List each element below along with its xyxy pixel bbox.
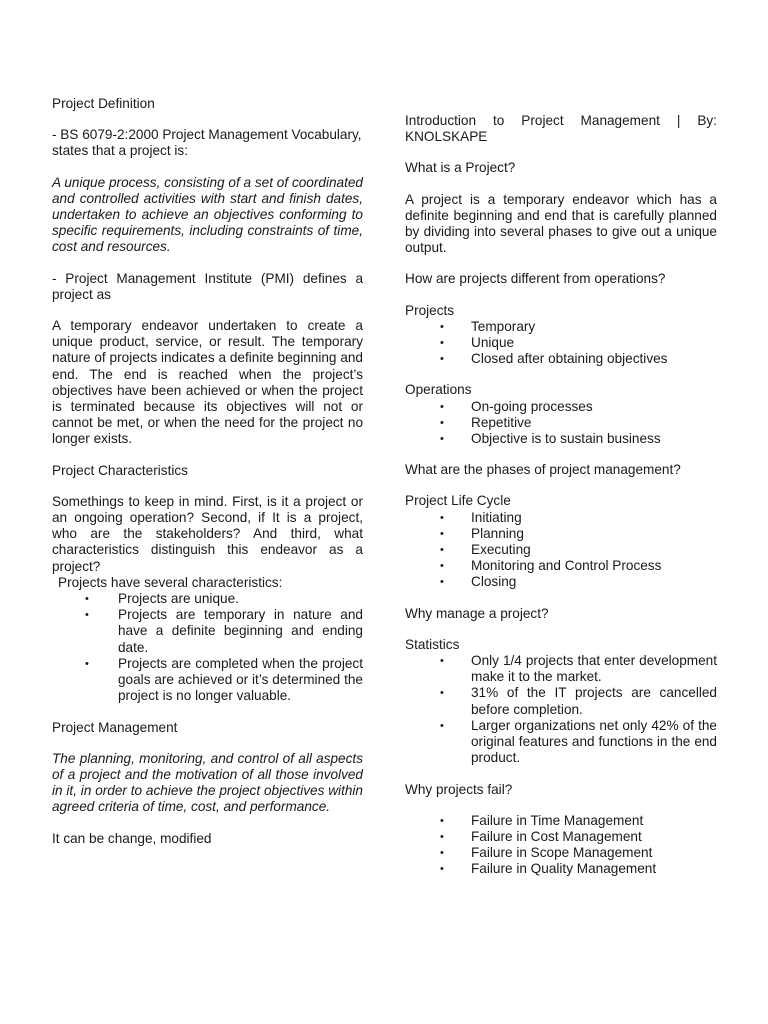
bullet-icon: • bbox=[440, 576, 444, 589]
bullet-icon: • bbox=[85, 657, 89, 670]
bullet-icon: • bbox=[440, 527, 444, 540]
list-item: • Failure in Quality Management bbox=[440, 861, 657, 877]
left-column bbox=[52, 96, 363, 862]
answer-what-is-project: A project is a temporary endeavor which has a definite beginning and end that is carefully planned by dividing into several phases to give out a unique output. bbox=[405, 191, 717, 256]
statistics-label: Statistics bbox=[405, 636, 460, 652]
characteristics-paragraph: Somethings to keep in mind. First, is it a project or an ongoing operation? Second, if It is a project, who are the stakeholders? And third, what characteristics distinguish this endeavor as a project? bbox=[52, 493, 363, 574]
lifecycle-list bbox=[405, 510, 717, 591]
list-item: • Unique bbox=[440, 335, 515, 351]
list-item: • Only 1/4 projects that enter development make it to the market. bbox=[440, 653, 717, 685]
right-column bbox=[405, 113, 717, 893]
projects-list bbox=[405, 319, 717, 368]
list-item: • Initiating bbox=[440, 509, 522, 525]
list-item: • Objective is to sustain business bbox=[440, 431, 661, 447]
bullet-icon: • bbox=[440, 655, 444, 668]
list-item: • Monitoring and Control Process bbox=[440, 558, 662, 574]
bullet-icon: • bbox=[440, 687, 444, 700]
pm-definition: The planning, monitoring, and control of all aspects of a project and the motivation of all those involved in it, in order to achieve the project objectives within agreed criteria of time, cost, and performance. bbox=[52, 750, 363, 815]
operations-label: Operations bbox=[405, 382, 472, 398]
statistics-list bbox=[405, 653, 717, 766]
characteristics-intro: Projects have several characteristics: bbox=[58, 574, 283, 590]
bullet-icon: • bbox=[440, 847, 444, 860]
bullet-icon: • bbox=[85, 593, 89, 606]
bullet-icon: • bbox=[440, 400, 444, 413]
bullet-icon: • bbox=[440, 353, 444, 366]
characteristics-list bbox=[52, 591, 363, 704]
heading-project-definition: Project Definition bbox=[52, 96, 155, 111]
bullet-icon: • bbox=[85, 609, 89, 622]
bullet-icon: • bbox=[440, 544, 444, 557]
list-item: • Failure in Time Management bbox=[440, 812, 644, 828]
document-title: Introduction to Project Management | By: KNOLSKAPE bbox=[405, 113, 717, 145]
list-item: • Projects are unique. bbox=[85, 591, 239, 607]
last-line: It can be change, modified bbox=[52, 830, 212, 846]
bullet-icon: • bbox=[440, 433, 444, 446]
projects-label: Projects bbox=[405, 302, 455, 318]
list-item: • Projects are completed when the project goals are achieved or it’s determined the project is no longer valuable. bbox=[85, 655, 363, 704]
bullet-icon: • bbox=[440, 416, 444, 429]
list-item: • Executing bbox=[440, 542, 531, 558]
operations-list bbox=[405, 399, 717, 448]
list-item: • Failure in Scope Management bbox=[440, 845, 653, 861]
question-projects-vs-operations: How are projects different from operations? bbox=[405, 271, 666, 287]
bullet-icon: • bbox=[440, 337, 444, 350]
lifecycle-label: Project Life Cycle bbox=[405, 493, 511, 509]
bullet-icon: • bbox=[440, 511, 444, 524]
question-why-manage: Why manage a project? bbox=[405, 605, 549, 621]
bullet-icon: • bbox=[440, 320, 444, 333]
bs-intro: - BS 6079-2:2000 Project Management Vocabulary, states that a project is: bbox=[52, 127, 362, 159]
list-item: • Planning bbox=[440, 525, 524, 541]
heading-project-management: Project Management bbox=[52, 719, 178, 735]
bs-definition: A unique process, consisting of a set of coordinated and controlled activities with start and finish dates, undertaken to achieve an objectives conforming to specific requirements, including constraints of time, cost and resources. bbox=[52, 174, 363, 255]
list-item: • Temporary bbox=[440, 318, 536, 334]
pmi-intro: - Project Management Institute (PMI) defines a project as bbox=[52, 270, 363, 302]
failure-list bbox=[405, 813, 717, 878]
pmi-definition: A temporary endeavor undertaken to create a unique product, service, or result. The temporary nature of projects indicates a definite beginning and end. The end is reached when the project’s objectives have been achieved or when the project is terminated because its objectives will not or cannot be met, or when the need for the project no longer exists. bbox=[52, 318, 363, 447]
question-phases: What are the phases of project management? bbox=[405, 462, 681, 478]
list-item: • Failure in Cost Management bbox=[440, 828, 642, 844]
heading-project-characteristics: Project Characteristics bbox=[52, 462, 188, 478]
list-item: • Larger organizations net only 42% of the original features and functions in the end product. bbox=[440, 717, 717, 766]
list-item: • On-going processes bbox=[440, 398, 593, 414]
bullet-icon: • bbox=[440, 719, 444, 732]
list-item: • Repetitive bbox=[440, 414, 532, 430]
bullet-icon: • bbox=[440, 814, 444, 827]
question-what-is-project: What is a Project? bbox=[405, 160, 516, 176]
list-item: • Closed after obtaining objectives bbox=[440, 351, 668, 367]
bullet-icon: • bbox=[440, 560, 444, 573]
list-item: • Closing bbox=[440, 574, 517, 590]
list-item: • Projects are temporary in nature and have a definite beginning and ending date. bbox=[85, 607, 363, 655]
bullet-icon: • bbox=[440, 830, 444, 843]
question-why-fail: Why projects fail? bbox=[405, 781, 513, 797]
bullet-icon: • bbox=[440, 863, 444, 876]
list-item: • 31% of the IT projects are cancelled before completion. bbox=[440, 685, 717, 717]
